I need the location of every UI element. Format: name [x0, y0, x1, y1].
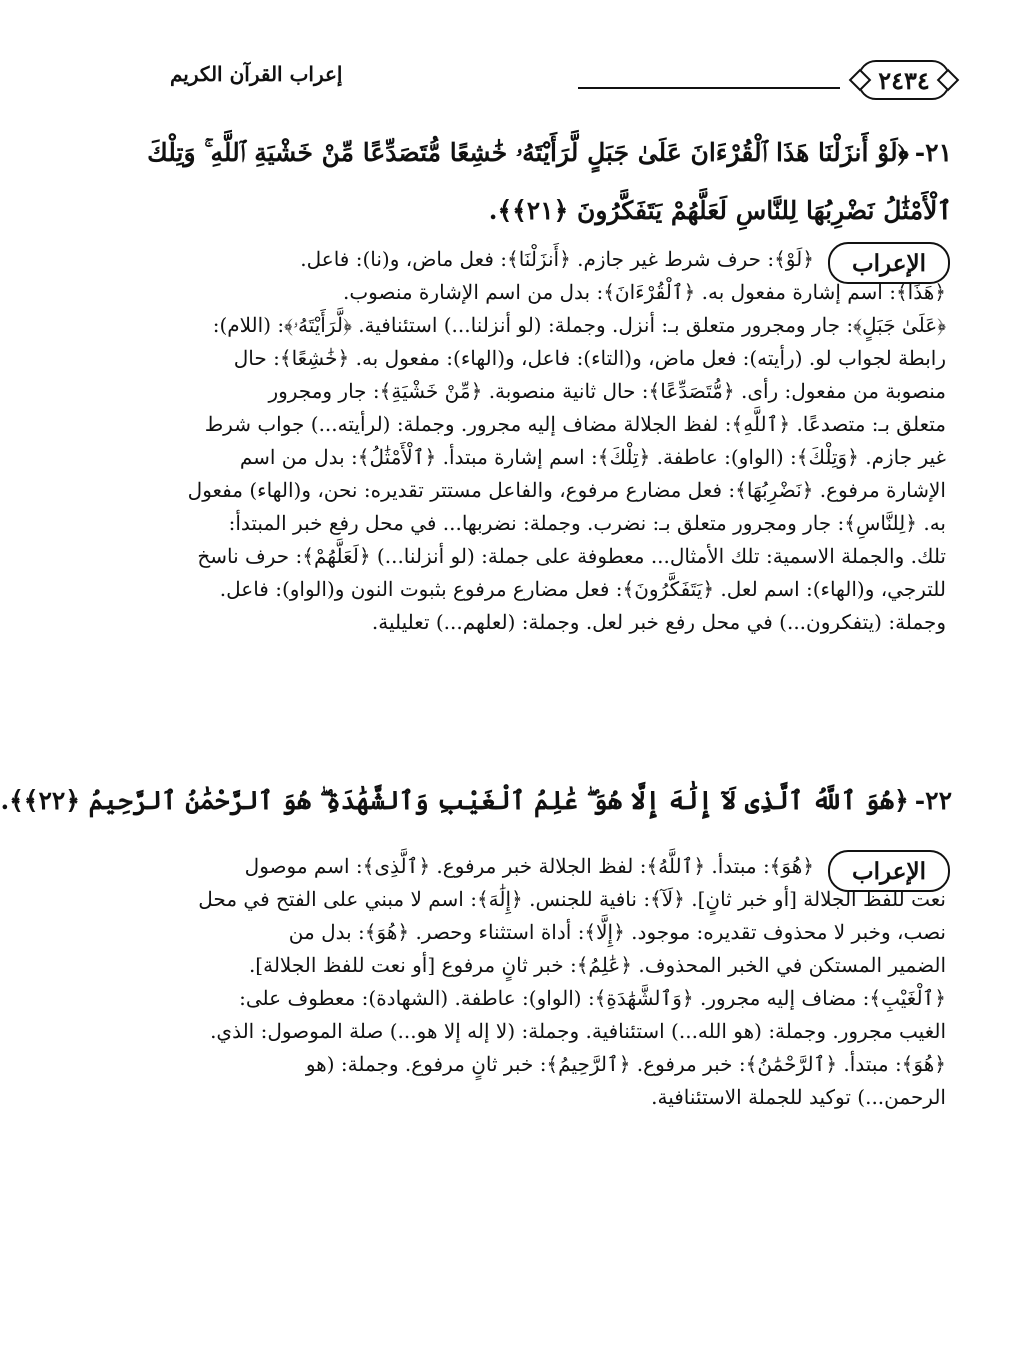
irab-22-line-3: نصب، وخبر لا محذوف تقديره: موجود. ﴿إِلَّا﴾: أداة استثناء وحصر. ﴿هُوَ﴾: بدل من — [288, 920, 946, 944]
irab-22-line-4: الضمير المستكن في الخبر المحذوف. ﴿عَٰلِمُ﴾: خبر ثانٍ مرفوع [أو نعت للفظ الجلالة]. — [248, 953, 946, 977]
irab-22-line-8: الرحمن...) توكيد للجملة الاستئنافية. — [651, 1085, 946, 1109]
irab-paragraph-21 — [176, 243, 946, 639]
ayah-22 — [0, 772, 952, 830]
ayah-21-line-1 — [147, 124, 952, 182]
irab-21-line-3: ﴿عَلَىٰ جَبَلٍ﴾: جار ومجرور متعلق بـ: أنزل. وجملة: (لو أنزلنا...) استئنافية. ﴿لَّرَأَيْتَهُۥ﴾: (اللام): — [212, 313, 946, 337]
irab-21-line-9: به. ﴿لِلنَّاسِ﴾: جار ومجرور متعلق بـ: نضرب. وجملة: نضربها... في محل رفع خبر المبتدأ: — [228, 511, 946, 535]
page-number: ٢٤٣٤ — [858, 60, 950, 100]
irab-22-line-7: ﴿هُوَ﴾: مبتدأ. ﴿ٱلرَّحْمَٰنُ﴾: خبر مرفوع. ﴿ٱلرَّحِيمُ﴾: خبر ثانٍ مرفوع. وجملة: (هو — [305, 1052, 946, 1076]
irab-22-line-1: ﴿هُوَ﴾: مبتدأ. ﴿ٱللَّهُ﴾: لفظ الجلالة خبر مرفوع. ﴿ٱلَّذِى﴾: اسم موصول — [244, 854, 814, 878]
irab-21-line-4: رابطة لجواب لو. (رأيته): فعل ماض، و(التاء): فاعل، و(الهاء): مفعول به. ﴿خَٰشِعًا﴾: حال — [233, 346, 946, 370]
page-header — [170, 52, 950, 102]
irab-21-line-2: ﴿هَذَا﴾: اسم إشارة مفعول به. ﴿ٱلْقُرْءَانَ﴾: بدل من اسم الإشارة منصوب. — [342, 280, 946, 304]
irab-21-line-10: تلك. والجملة الاسمية: تلك الأمثال... معطوفة على جملة: (لو أنزلنا...) ﴿لَعَلَّهُمْ﴾: حرف ناسخ — [197, 544, 946, 568]
ayah-21-number: ٢١- — [914, 138, 952, 167]
irab-badge: الإعراب — [828, 242, 950, 284]
irab-21-line-8: الإشارة مرفوع. ﴿نَضْرِبُهَا﴾: فعل مضارع مرفوع، والفاعل مستتر تقديره: نحن، و(الهاء) مفعول — [187, 478, 946, 502]
irab-21-line-7: غير جازم. ﴿وَتِلْكَ﴾: (الواو): عاطفة. ﴿تِلْكَ﴾: اسم إشارة مبتدأ. ﴿ٱلْأَمْثَٰلُ﴾: بدل من اسم — [239, 445, 946, 469]
irab-paragraph-22 — [176, 850, 946, 1114]
irab-22-line-5: ﴿ٱلْغَيْبِ﴾: مضاف إليه مجرور. ﴿وَٱلشَّهَٰدَةِ﴾: (الواو): عاطفة. (الشهادة): معطوف على: — [239, 986, 946, 1010]
irab-21-line-6: متعلق بـ: متصدعًا. ﴿ٱللَّهِ﴾: لفظ الجلالة مضاف إليه مجرور. وجملة: (لرأيته...) جواب شرط — [204, 412, 946, 436]
irab-badge: الإعراب — [828, 850, 950, 892]
ayah-22-line-1 — [0, 772, 952, 830]
irab-21-line-11: للترجي، و(الهاء): اسم لعل. ﴿يَتَفَكَّرُونَ﴾: فعل مضارع مرفوع بثبوت النون و(الواو): فاعل. — [219, 577, 946, 601]
ayah-22-text-1: ﴿هُوَ ٱللَّهُ ٱلَّذِى لَآ إِلَٰهَ إِلَّا هُوَ ۖ عَٰلِمُ ٱلْغَيْبِ وَٱلشَّهَٰدَةِ ۖ هُوَ ٱلرَّحْمَٰنُ ٱلرَّحِيمُ ﴿٢٢﴾﴾. — [0, 786, 909, 815]
ayah-22-number: ٢٢- — [914, 786, 952, 815]
irab-21-line-5: منصوبة من مفعول: رأى. ﴿مُّتَصَدِّعًا﴾: حال ثانية منصوبة. ﴿مِّنْ خَشْيَةِ﴾: جار ومجرور — [268, 379, 946, 403]
irab-22-line-2: نعت للفظ الجلالة [أو خبر ثانٍ]. ﴿لَآ﴾: نافية للجنس. ﴿إِلَٰهَ﴾: اسم لا مبني على الفتح في محل — [198, 887, 946, 911]
irab-22-line-6: الغيب مجرور. وجملة: (هو الله...) استئنافية. وجملة: (لا إله إلا هو...) صلة الموصول: الذي. — [210, 1019, 946, 1043]
ayah-21-line-2: ٱلْأَمْثَٰلُ نَضْرِبُهَا لِلنَّاسِ لَعَلَّهُمْ يَتَفَكَّرُونَ ﴿٢١﴾﴾. — [488, 196, 952, 225]
irab-21-line-1: ﴿لَوْ﴾: حرف شرط غير جازم. ﴿أَنزَلْنَا﴾: فعل ماض، و(نا): فاعل. — [300, 247, 814, 271]
running-title: إعراب القرآن الكريم — [170, 62, 343, 86]
header-rule — [578, 87, 840, 89]
ayah-21-text-1: ﴿لَوْ أَنزَلْنَا هَذَا ٱلْقُرْءَانَ عَلَىٰ جَبَلٍ لَّرَأَيْتَهُۥ خَٰشِعًا مُّتَصَدِّعًا مِّنْ خَشْيَةِ ٱللَّهِ ۚ وَتِلْكَ — [147, 138, 909, 167]
irab-21-line-12: وجملة: (يتفكرون...) في محل رفع خبر لعل. وجملة: (لعلهم...) تعليلية. — [371, 610, 946, 634]
ayah-21 — [147, 124, 952, 240]
